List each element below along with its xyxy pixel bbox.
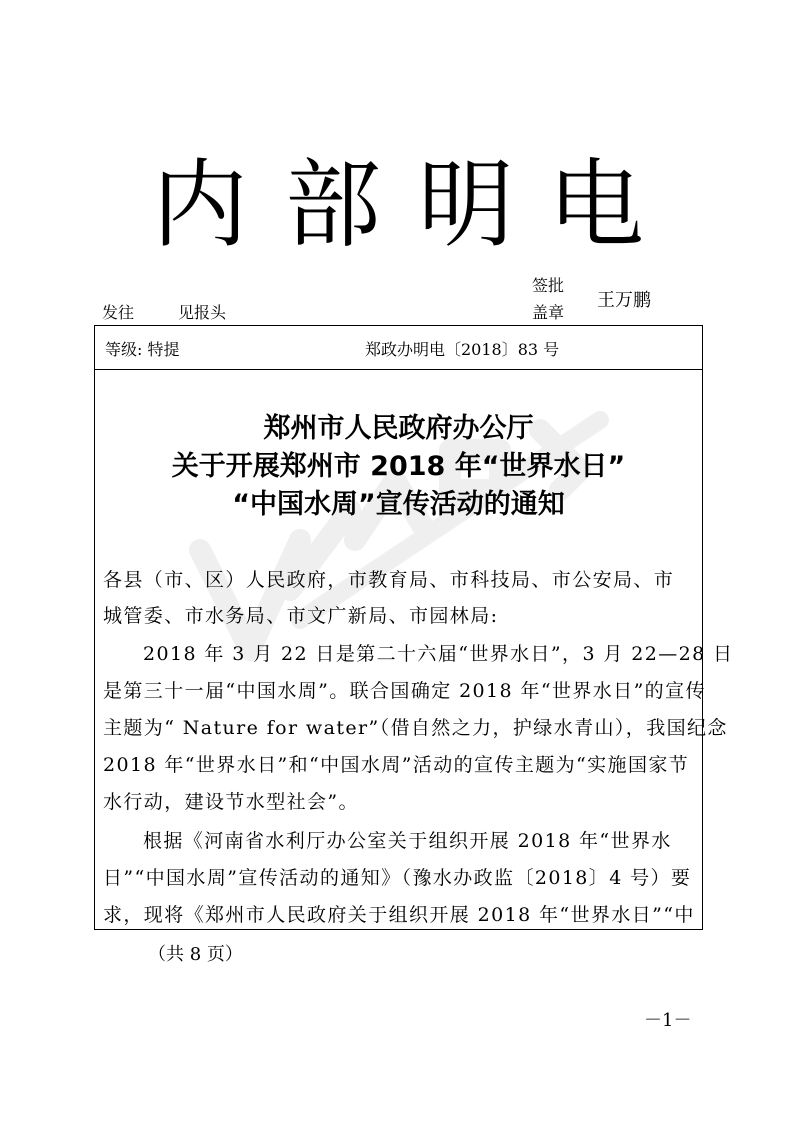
sign-label-1: 签批 <box>532 276 565 295</box>
body-line-8: 根据《河南省水利厅办公室关于组织开展 2018 年“世界水 <box>143 830 672 852</box>
doc-title-line-2: 关于开展郑州市 2018 年“世界水日” <box>171 451 626 482</box>
page-number: －1－ <box>644 1010 692 1031</box>
body-line-5: 主题为“ Nature for water”（借自然之力，护绿水青山），我国纪念 <box>103 717 728 739</box>
signer-name: 王万鹏 <box>597 290 651 311</box>
body-line-3: 2018 年 3 月 22 日是第二十六届“世界水日”，3 月 22—28 日 <box>143 643 734 665</box>
body-line-9: 日”“中国水周”宣传活动的通知》（豫水办政监〔2018〕4 号）要 <box>103 867 692 889</box>
title-char-1: 内 <box>152 149 248 261</box>
total-pages: （共 8 页） <box>148 944 243 965</box>
body-line-10: 求，现将《郑州市人民政府关于组织开展 2018 年“世界水日”“中 <box>103 904 695 926</box>
title-char-2: 部 <box>285 149 381 261</box>
send-to-value: 见报头 <box>178 303 227 322</box>
page-title <box>0 150 793 260</box>
body-line-7: 水行动，建设节水型社会”。 <box>103 791 359 813</box>
doc-title-line-3: “中国水周”宣传活动的通知 <box>232 489 565 520</box>
frame-divider <box>95 369 702 370</box>
doc-number: 郑政办明电〔2018〕83 号 <box>365 340 560 359</box>
grade-label: 等级: 特提 <box>105 340 180 359</box>
send-to-label: 发往 <box>102 303 135 322</box>
body-line-4: 是第三十一届“中国水周”。联合国确定 2018 年“世界水日”的宣传 <box>103 680 706 702</box>
body-line-2: 城管委、市水务局、市文广新局、市园林局: <box>103 605 499 627</box>
sign-label-2: 盖章 <box>532 303 565 322</box>
body-line-1: 各县（市、区）人民政府，市教育局、市科技局、市公安局、市 <box>103 569 675 591</box>
doc-title-line-1: 郑州市人民政府办公厅 <box>263 413 534 444</box>
title-char-3: 明 <box>418 149 514 261</box>
body-line-6: 2018 年“世界水日”和“中国水周”活动的宣传主题为“实施国家节 <box>103 754 690 776</box>
title-char-4: 电 <box>548 149 644 261</box>
